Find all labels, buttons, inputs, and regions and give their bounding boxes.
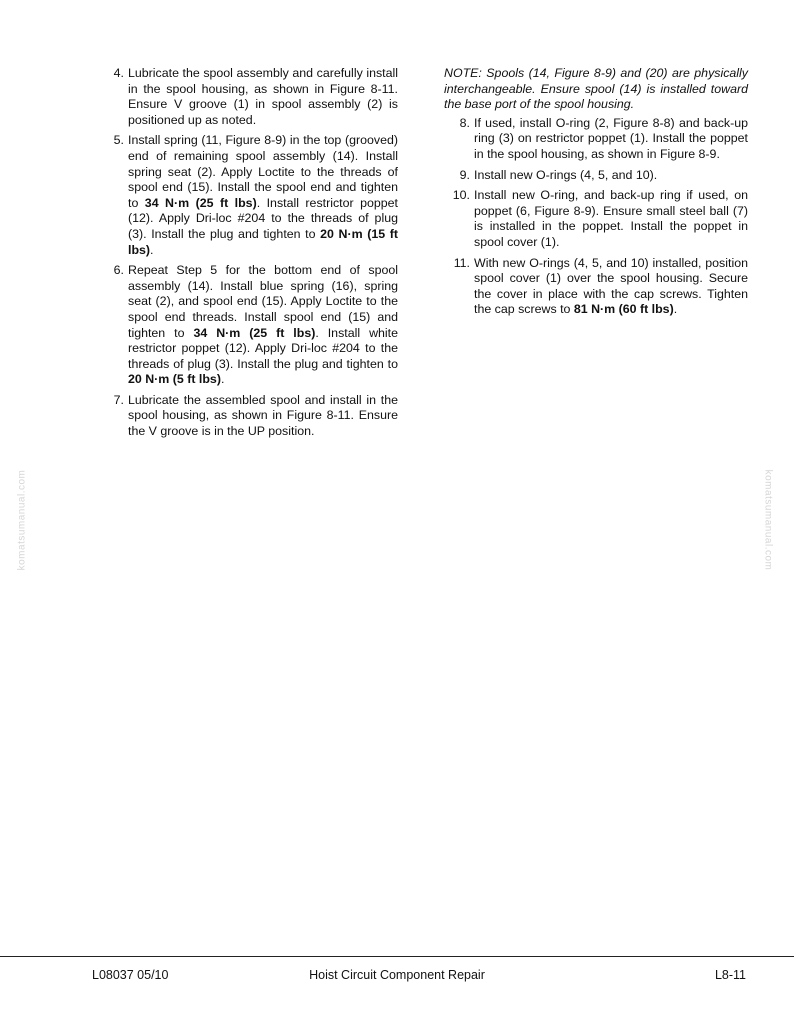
- footer-title: Hoist Circuit Component Repair: [309, 968, 485, 982]
- step-text: [128, 66, 398, 128]
- step-text: [474, 256, 748, 318]
- step-item: [444, 116, 748, 163]
- step-text-segment: Lubricate the spool assembly and carefully install in the spool housing, as shown in Figure 8-11. Ensure V groove (1) in spool assembly (2) is positioned up as noted.: [128, 66, 398, 127]
- step-text: [474, 116, 748, 163]
- step-text-segment: Repeat Step 5 for the bottom end of spool assembly (14). Install blue spring (16), spring seat (2), and spool end (15). Apply Loctite to the spool end threads. Install spool end (15) and tighten to: [128, 263, 398, 340]
- torque-value: 34 N·m (25 ft lbs): [144, 195, 257, 210]
- left-column: [106, 66, 398, 445]
- torque-value: 20 N·m (15 ft lbs): [128, 226, 398, 257]
- torque-value: 81 N·m (60 ft lbs): [573, 302, 674, 317]
- step-text-segment: If used, install O-ring (2, Figure 8-8) and back-up ring (3) on restrictor poppet (1). Install the poppet in the spool housing, as shown in Figure 8-9.: [474, 115, 748, 161]
- step-item: [106, 393, 398, 440]
- step-text-segment: Lubricate the assembled spool and install in the spool housing, as shown in Figure 8-11. Ensure the V groove is in the UP position.: [128, 392, 398, 439]
- step-text-segment: Install new O-rings (4, 5, and 10).: [474, 167, 658, 182]
- step-number: 4.: [113, 66, 124, 80]
- torque-value: 20 N·m (5 ft lbs): [128, 372, 221, 387]
- step-number: 10.: [452, 188, 470, 203]
- note-paragraph: NOTE: Spools (14, Figure 8-9) and (20) are physically interchangeable. Ensure spool (14) is installed toward the base port of the spool housing.: [444, 66, 748, 112]
- step-item: [444, 188, 748, 250]
- step-text-segment: Install new O-ring, and back-up ring if used, on poppet (6, Figure 8-9). Ensure small steel ball (7) is installed in the poppet. Install the poppet in spool cover (1).: [474, 188, 748, 249]
- step-text-segment: Install spring (11, Figure 8-9) in the top (grooved) end of remaining spool assembly (14). Install spring seat (2). Apply Loctite to the threads of spool end (15). Install the spool end and tighten to: [128, 133, 398, 210]
- step-item: [106, 66, 398, 128]
- step-number: 8.: [459, 115, 470, 130]
- step-item: [444, 168, 748, 184]
- step-text: [128, 263, 398, 388]
- step-text-segment: With new O-rings (4, 5, and 10) installed, position spool cover (1) over the spool housing. Secure the cover in place with the cap screws. Tighten the cap screws to: [474, 255, 748, 317]
- right-steps-list: [444, 116, 748, 318]
- footer-divider: [0, 956, 794, 957]
- step-text-segment: . Install white restrictor poppet (12). Apply Dri-loc #204 to the threads of plug (3). Install the plug and tighten to: [128, 325, 398, 371]
- footer-page-number: L8-11: [714, 968, 746, 982]
- step-text: [128, 393, 398, 440]
- step-text: [474, 168, 748, 184]
- step-number: 9.: [459, 167, 470, 182]
- watermark-left: komatsumanual.com: [16, 469, 28, 571]
- torque-value: 34 N·m (25 ft lbs): [193, 325, 316, 340]
- step-text: [474, 188, 748, 250]
- step-text-segment: .: [150, 242, 154, 257]
- step-text-segment: .: [220, 372, 225, 387]
- step-item: [106, 133, 398, 258]
- step-item: [444, 256, 748, 318]
- step-number: 5.: [113, 133, 124, 148]
- footer-doc-id: L08037 05/10: [92, 968, 169, 982]
- step-number: 7.: [113, 392, 124, 407]
- right-column: [444, 66, 748, 323]
- step-text-segment: . Install restrictor poppet (12). Apply Dri-loc #204 to the threads of plug (3). Install the plug and tighten to: [128, 195, 398, 241]
- step-item: [106, 263, 398, 388]
- step-number: 6.: [113, 263, 124, 278]
- step-text: [128, 133, 398, 258]
- watermark-right: komatsumanual.com: [762, 469, 774, 571]
- step-text-segment: .: [673, 302, 678, 317]
- step-number: 11.: [453, 255, 470, 270]
